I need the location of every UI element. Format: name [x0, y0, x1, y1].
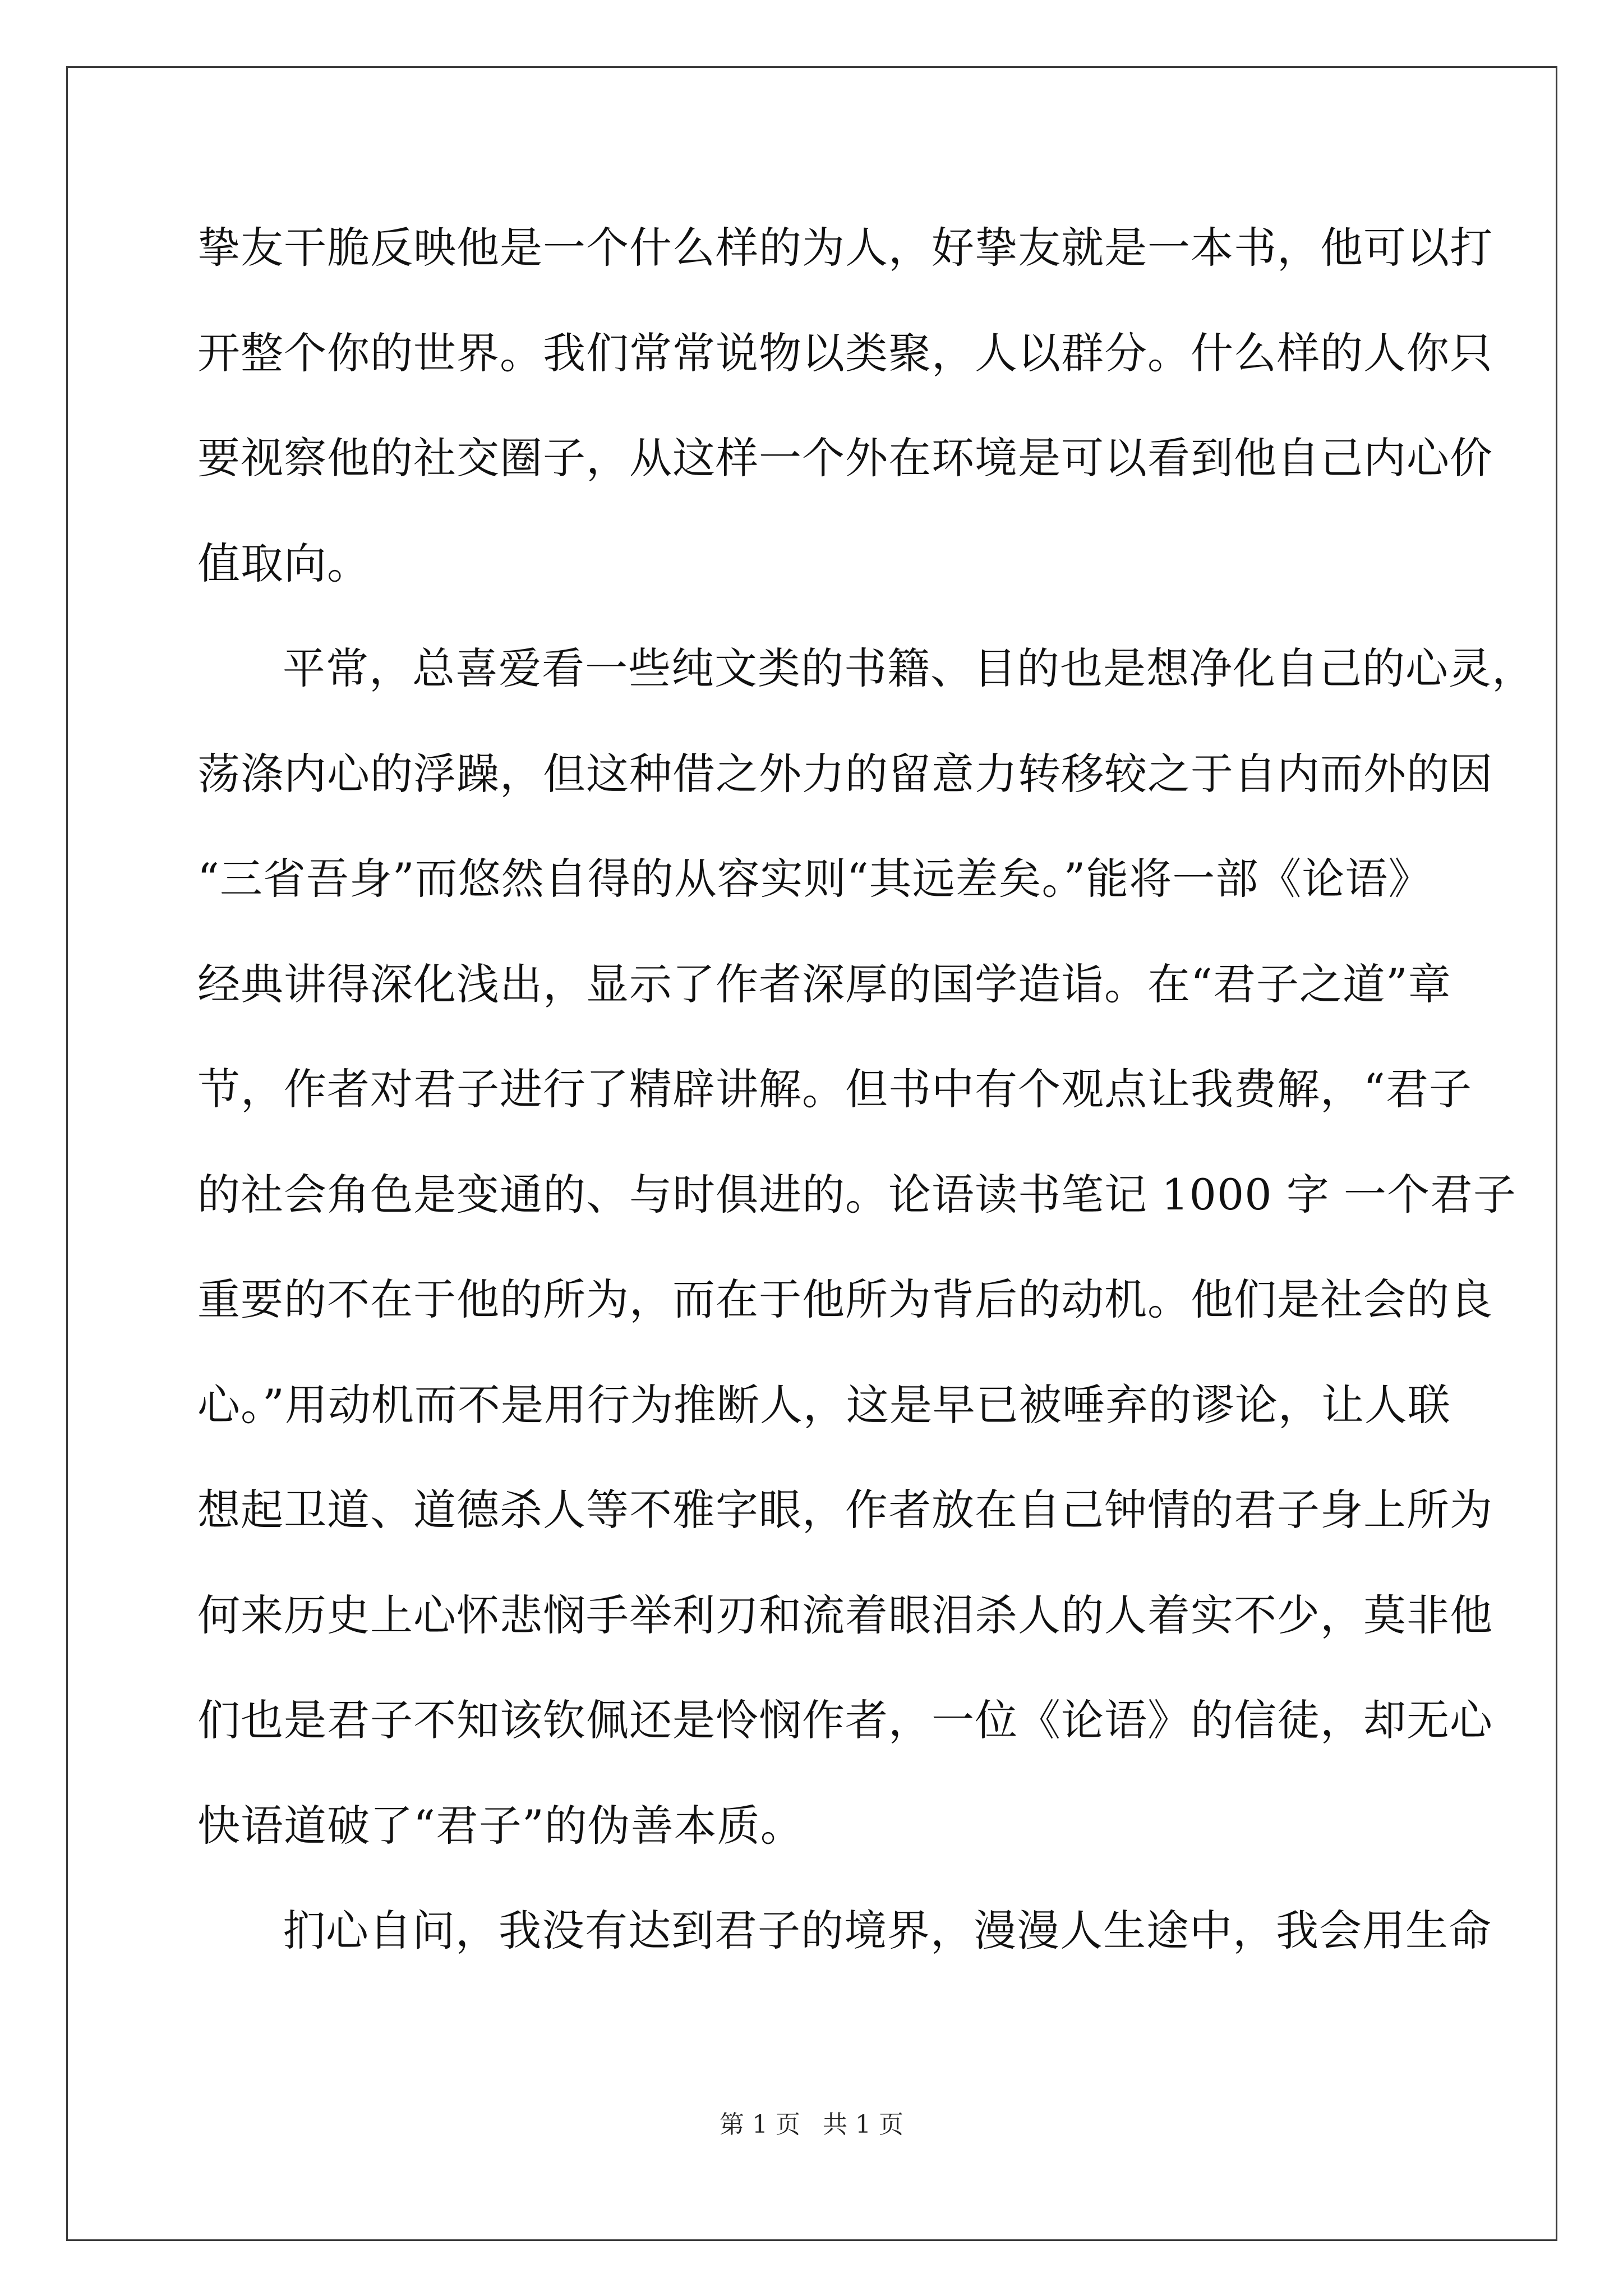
text-line: 何来历史上心怀悲悯手举利刃和流着眼泪杀人的人着实不少，莫非他	[197, 1590, 1493, 1640]
text-line: 经典讲得深化浅出，显示了作者深厚的国学造诣。在“君子之道”章	[197, 959, 1451, 1009]
text-line: 心。”用动机而不是用行为推断人，这是早已被唾弃的谬论，让人联	[197, 1380, 1451, 1430]
text-line: “三省吾身”而悠然自得的从容实则“其远差矣。”能将一部《论语》	[197, 854, 1432, 904]
text-line: 荡涤内心的浮躁，但这种借之外力的留意力转移较之于自内而外的因	[197, 749, 1493, 799]
text-line: 们也是君子不知该钦佩还是怜悯作者，一位《论语》的信徒，却无心	[197, 1695, 1493, 1745]
text-line: 值取向。	[197, 539, 370, 588]
text-line: 重要的不在于他的所为，而在于他所为背后的动机。他们是社会的良	[197, 1274, 1493, 1324]
text-line: 挚友干脆反映他是一个什么样的为人，好挚友就是一本书，他可以打	[197, 223, 1493, 273]
text-line: 节，作者对君子进行了精辟讲解。但书中有个观点让我费解，“君子	[197, 1064, 1472, 1114]
page-number-total: 共 1 页	[823, 2110, 903, 2139]
paragraph-start-line: 扪心自问，我没有达到君子的境界，漫漫人生途中，我会用生命	[283, 1906, 1492, 1955]
page-number-current: 第 1 页	[720, 2110, 800, 2139]
text-line: 开整个你的世界。我们常常说物以类聚，人以群分。什么样的人你只	[197, 328, 1493, 378]
page-footer	[0, 2108, 1623, 2142]
text-line: 要视察他的社交圈子，从这样一个外在环境是可以看到他自己内心价	[197, 433, 1493, 483]
text-line: 的社会角色是变通的、与时俱进的。论语读书笔记 1000 字 一个君子	[197, 1170, 1516, 1220]
paragraph-start-line: 平常，总喜爱看一些纯文类的书籍、目的也是想净化自己的心灵，	[283, 643, 1535, 693]
text-line: 想起卫道、道德杀人等不雅字眼，作者放在自己钟情的君子身上所为	[197, 1485, 1493, 1535]
text-line: 快语道破了“君子”的伪善本质。	[197, 1801, 804, 1851]
